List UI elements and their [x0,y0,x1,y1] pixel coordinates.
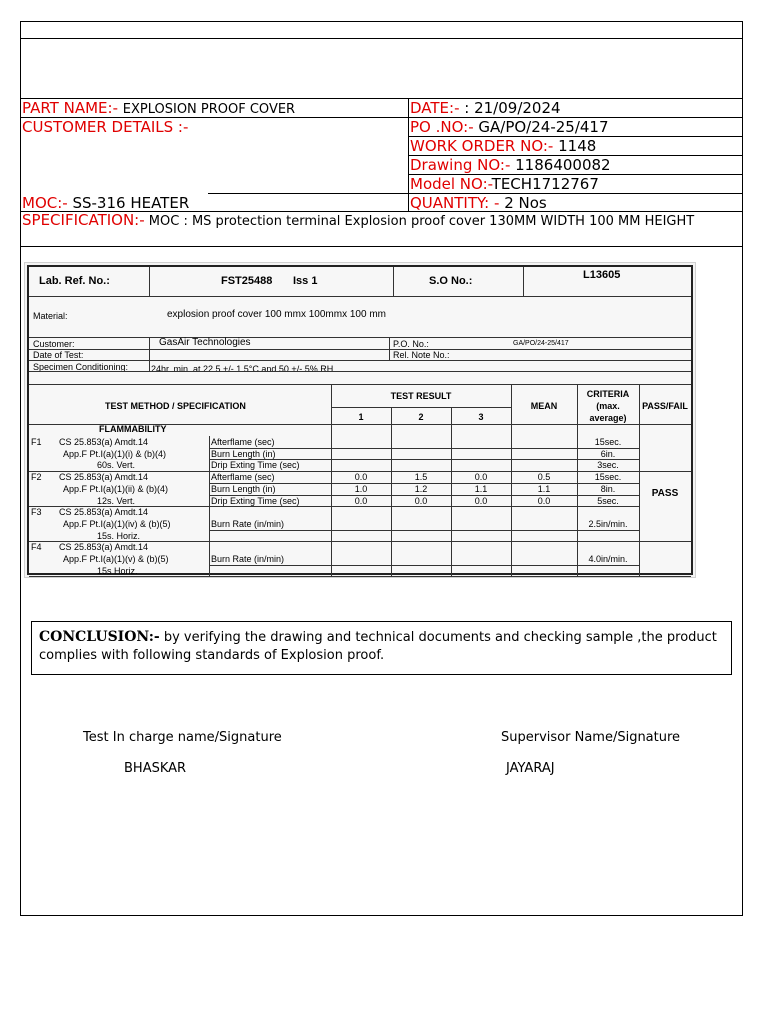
col-criteria-line2: (max. [596,401,620,411]
row-rule [209,530,639,531]
issue-number: Iss 1 [293,275,318,287]
col-result-2: 2 [418,412,424,422]
result-3: 0.0 [474,472,488,483]
col-result-3: 3 [478,412,484,422]
customer-label: Customer: [33,339,75,349]
column-divider [408,98,409,211]
result-1: 0.0 [354,472,368,483]
rule [20,246,743,247]
param-label: Burn Rate (in/min) [211,518,285,529]
material-value: explosion proof cover 100 mmx 100mmx 100 mm [167,309,386,320]
result-2: 1.5 [414,472,428,483]
param-label: Afterflame (sec) [211,437,275,447]
mean-value: 0.5 [537,472,551,483]
moc-field [22,194,189,212]
col-criteria-line1: CRITERIA [586,389,630,399]
method-line: App.F Pt.I(a)(1)(ii) & (b)(4) [63,483,169,494]
po-label: PO .NO:- [410,118,474,136]
col-criteria-line3: average) [589,413,627,423]
result-2: 0.0 [414,495,428,506]
result-2: 1.2 [414,483,428,494]
date-value: : 21/09/2024 [459,99,561,117]
col-pass-fail: PASS/FAIL [642,401,688,411]
criteria-value: 3sec. [597,460,619,471]
model-value: TECH1712767 [491,175,599,193]
method-line: 15s Horiz. [97,565,138,576]
mean-value: 0.0 [537,495,551,506]
flammability-heading: FLAMMABILITY [99,424,167,434]
drawing-field [410,156,611,174]
pass-result: PASS [651,488,679,499]
material-label: Material: [33,311,68,321]
method-line: App.F Pt.I(a)(1)(i) & (b)(4) [63,448,167,459]
work-order-field [410,137,596,155]
so-label: S.O No.: [429,275,473,287]
conclusion-box [31,621,732,675]
date-label: DATE:- [410,99,460,117]
conclusion-label: CONCLUSION:- [39,629,160,645]
supervisor-name: JAYARAJ [506,761,555,776]
part-name-field [22,99,295,119]
specimen-value: 24hr. min. at 22.5 +/- 1.5°C and 50 +/- 5% RH [151,364,334,374]
specification-value: MOC : MS protection terminal Explosion proof cover 130MM WIDTH 100 MM HEIGHT [144,214,695,229]
date-field [410,99,561,117]
col-test-method: TEST METHOD / SPECIFICATION [105,401,246,411]
method-line: 12s. Vert. [97,495,136,506]
drawing-value: 1186400082 [510,156,611,174]
col-test-result: TEST RESULT [390,391,452,401]
customer-details-label: CUSTOMER DETAILS :- [22,118,189,136]
param-label: Burn Rate (in/min) [211,554,285,564]
work-order-value: 1148 [553,137,597,155]
param-label: Drip Exting Time (sec) [211,460,300,471]
criteria-value: 2.5in/min. [588,518,628,529]
method-line: CS 25.853(a) Amdt.14 [59,472,149,483]
so-value: L13605 [583,269,621,281]
moc-value: SS-316 HEATER [67,194,190,212]
customer-details-field [22,118,188,136]
method-line: 60s. Vert. [97,460,136,471]
criteria-value: 15sec. [594,472,622,483]
po-field [410,118,609,136]
test-incharge-name: BHASKAR [124,761,187,776]
method-line: CS 25.853(a) Amdt.14 [59,542,149,553]
criteria-value: 15sec. [594,437,622,447]
method-line: App.F Pt.I(a)(1)(v) & (b)(5) [63,554,169,564]
row-rule [209,565,639,566]
model-label: Model NO:- [410,175,492,193]
customer-value: GasAir Technologies [159,337,251,348]
part-name-label: PART NAME:- [22,99,118,117]
criteria-value: 4.0in/min. [588,554,628,564]
result-1: 1.0 [354,483,368,494]
col-result-1: 1 [358,412,364,422]
group-code: F1 [31,437,42,447]
drawing-label: Drawing NO:- [410,156,511,174]
specification-label: SPECIFICATION:- [22,211,145,229]
result-1: 0.0 [354,495,368,506]
col-mean: MEAN [530,401,558,411]
lab-ref-value: FST25488 [221,275,273,287]
moc-label: MOC:- [22,194,68,212]
criteria-value: 6in. [600,448,616,459]
lab-ref-label: Lab. Ref. No.: [39,275,110,287]
result-3: 1.1 [474,483,488,494]
report-po-value: GA/PO/24-25/417 [513,340,569,347]
test-report-scan [24,262,696,578]
model-field [410,175,599,193]
supervisor-title: Supervisor Name/Signature [501,730,681,745]
param-label: Burn Length (in) [211,483,276,494]
param-label: Afterflame (sec) [211,472,275,483]
method-line: CS 25.853(a) Amdt.14 [59,437,149,447]
date-of-test-label: Date of Test: [33,350,84,360]
part-name-value: EXPLOSION PROOF COVER [122,102,296,117]
method-line: 15s. Horiz. [97,530,141,541]
group-rule [29,576,691,577]
test-report-table [27,265,693,575]
quantity-value: 2 Nos [499,194,547,212]
mean-value: 1.1 [537,483,551,494]
work-order-label: WORK ORDER NO:- [410,137,554,155]
quantity-field [410,194,547,212]
report-po-label: P.O. No.: [393,339,429,349]
specimen-label: Specimen Conditioning: [33,362,129,372]
param-label: Drip Exting Time (sec) [211,495,300,506]
result-3: 0.0 [474,495,488,506]
group-code: F4 [31,542,42,553]
group-code: F2 [31,472,42,483]
rel-note-label: Rel. Note No.: [393,350,450,360]
criteria-value: 8in. [600,483,616,494]
method-line: App.F Pt.I(a)(1)(iv) & (b)(5) [63,518,171,529]
param-label: Burn Length (in) [211,448,276,459]
rule [20,38,743,39]
conclusion-text: by verifying the drawing and technical documents and checking sample ,the product complies with following standards of Explosion proof. [39,630,717,663]
criteria-value: 5sec. [597,495,619,506]
po-value: GA/PO/24-25/417 [473,118,609,136]
test-incharge-title: Test In charge name/Signature [83,730,282,745]
method-line: CS 25.853(a) Amdt.14 [59,507,149,518]
specification-field [22,212,737,230]
group-code: F3 [31,507,42,518]
quantity-label: QUANTITY: - [410,194,500,212]
